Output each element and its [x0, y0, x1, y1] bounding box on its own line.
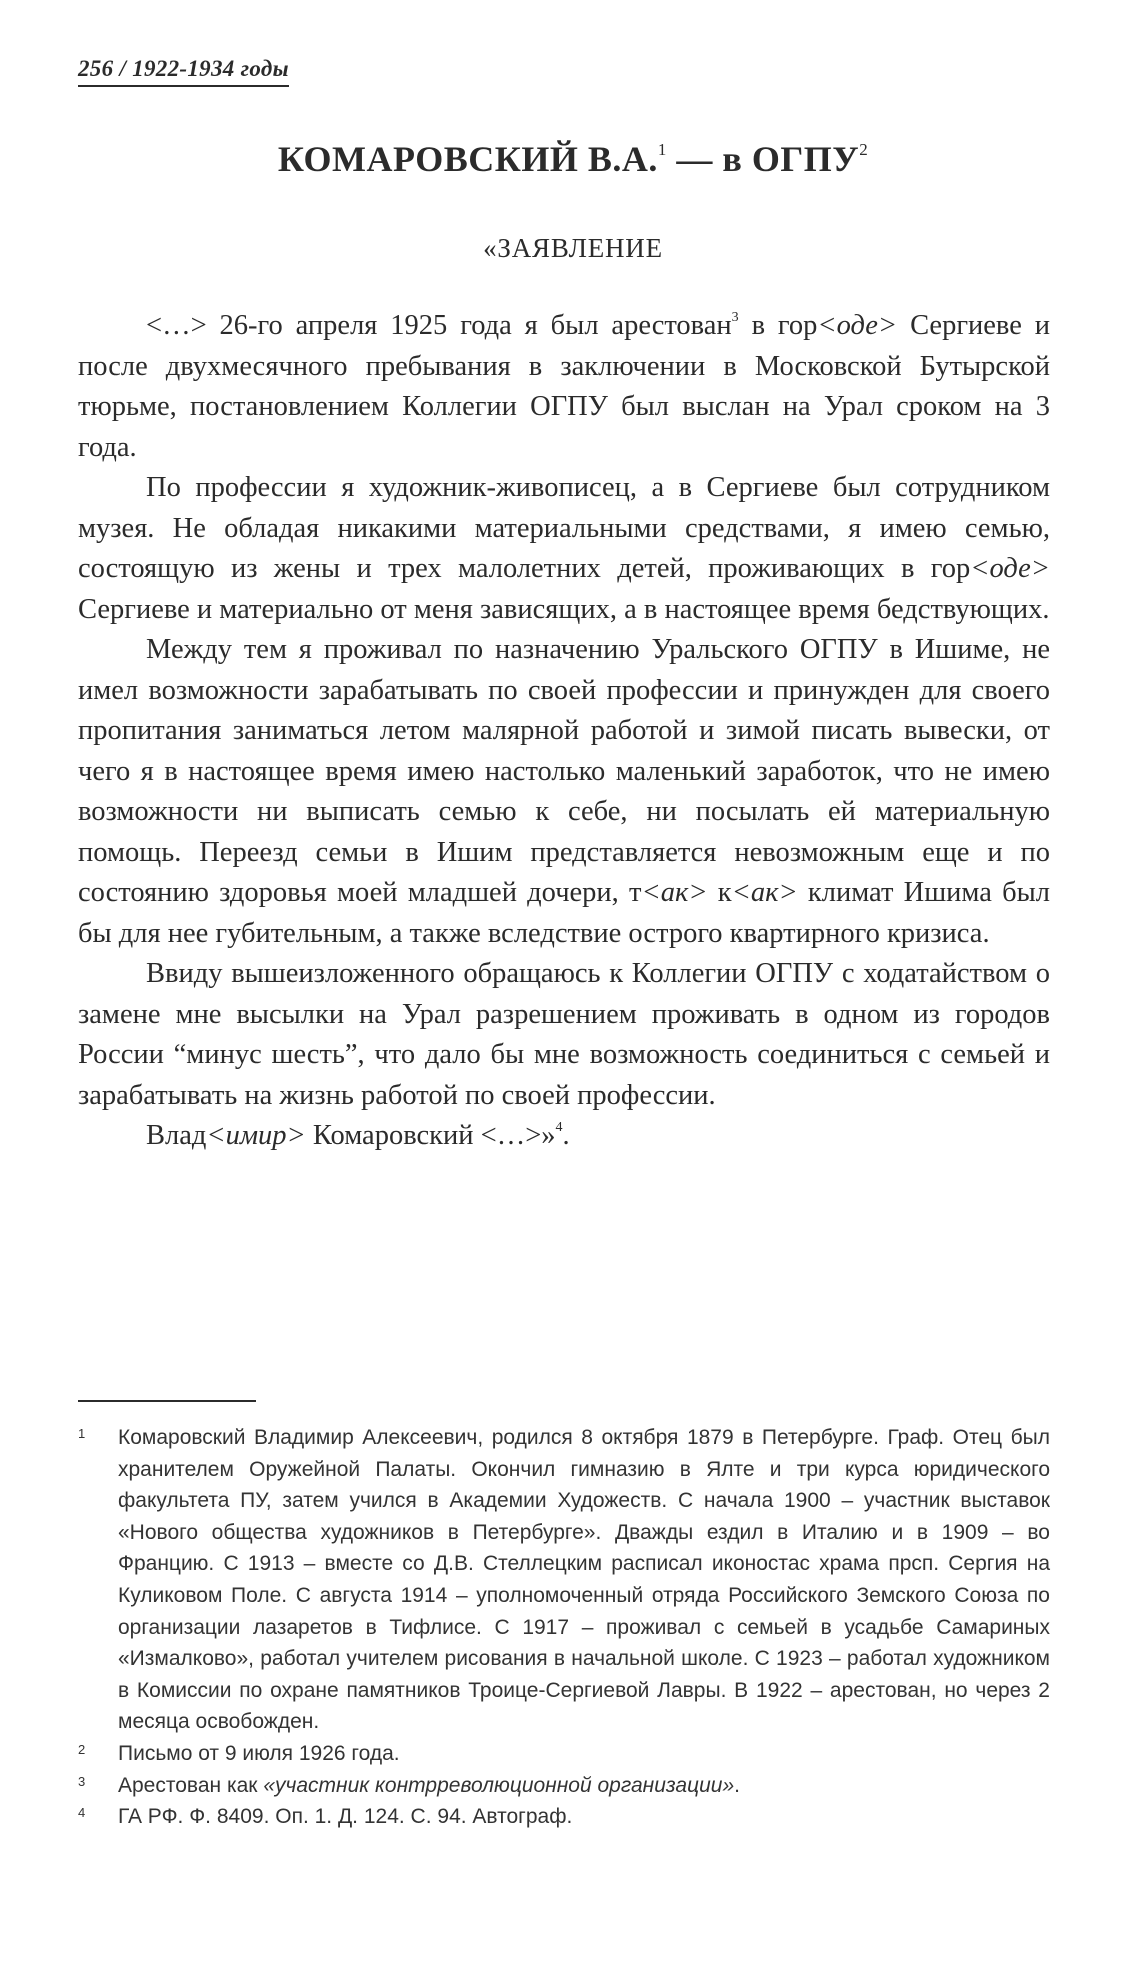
footnote-text: Комаровский Владимир Алексеевич, родился 8 октября 1879 в Петербурге. Граф. Отец был хранителем Оружейной Палаты. Окончил гимназию в Ялте и три курса юридического факультета ПУ, затем учился в Академии Художеств. С начала 1900 – участник выставок «Нового общества художников в Петербурге». Дважды ездил в Италию и в 1909 – во Францию. С 1913 – вместе со Д.В. Стеллецким расписал иконостас храма прсп. Сергия на Куликовом Поле. С августа 1914 – уполномоченный отряда Российского Земского Союза по организации лазаретов в Тифлисе. С 1917 – проживал с семьей в усадьбе Самариных «Измалково», работал учителем рисования в начальной школе. С 1923 – работал художником в Комиссии по охране памятников Троице-Сергиевой Лавры. В 1922 – арестован, но через 2 месяца освобожден. [118, 1426, 1050, 1734]
footnote-number: 4 [78, 1805, 86, 1821]
footnote-ref-4: 4 [555, 1120, 563, 1135]
footnote-number: 3 [78, 1773, 86, 1789]
footnote-divider [78, 1400, 256, 1402]
running-head: 256 / 1922-1934 годы [78, 56, 289, 87]
title-name: КОМАРОВСКИЙ В.А. [277, 139, 658, 179]
footnote-2 [78, 1738, 1050, 1770]
text-run: Сергиеве и после двухмесячного пребывания в заключении в Московской Бутырской тюрьме, постановлением Коллегии ОГПУ был выслан на Урал сроком на 3 года. [78, 310, 1051, 463]
editorial-insert: <оде> [970, 553, 1050, 584]
paragraph-1 [78, 306, 1050, 468]
text-run: к [707, 877, 732, 908]
footnote-text: Арестован как [118, 1773, 264, 1797]
text-run: . [562, 1120, 570, 1151]
footnote-tail: . [734, 1773, 740, 1797]
paragraph-5-signature [78, 1116, 1050, 1157]
text-run: климат Ишима был бы для нее губительным, а также вследствие острого квартирного кризиса. [78, 877, 1051, 949]
footnote-text: Письмо от 9 июля 1926 года. [118, 1741, 400, 1765]
footnote-quote: «участник контрреволюционной организации» [263, 1773, 735, 1797]
paragraph-2 [78, 468, 1050, 630]
paragraph-3 [78, 630, 1050, 954]
editorial-insert: <ак> [731, 877, 798, 908]
title-footnote-ref-1: 1 [657, 140, 667, 159]
paragraph-4 [78, 954, 1050, 1116]
text-run: Между тем я проживал по назначению Уральского ОГПУ в Ишиме, не имел возможности зарабатывать по своей профессии и принужден для своего пропитания заниматься летом малярной работой и зимой писать вывески, от чего я в настоящее время имею настолько маленький заработок, что не имею возможности ни выписать семью к себе, ни посылать ей материальную помощь. Переезд семьи в Ишим представляется невозможным еще и по состоянию здоровья моей младшей дочери, т [78, 634, 1050, 908]
footnote-text: ГА РФ. Ф. 8409. Оп. 1. Д. 124. С. 94. Автограф. [118, 1805, 573, 1829]
text-run: Влад [146, 1120, 207, 1151]
letter-body [78, 306, 1050, 1157]
footnotes [78, 1422, 1050, 1833]
title-recipient: — в ОГПУ [666, 139, 860, 179]
footnote-4 [78, 1801, 1050, 1833]
document-subtitle: «ЗАЯВЛЕНИЕ [483, 233, 663, 263]
footnote-1 [78, 1422, 1050, 1738]
footnote-number: 2 [78, 1741, 86, 1757]
footnote-3 [78, 1770, 1050, 1802]
text-run: По профессии я художник-живописец, а в Сергиеве был сотрудником музея. Не обладая никакими материальными средствами, я имею семью, состоящую из жены и трех малолетних детей, проживающих в гор [78, 472, 1050, 584]
text-run: Комаровский <…>» [305, 1120, 556, 1151]
text-run: в гор [738, 310, 818, 341]
footnote-number: 1 [78, 1426, 86, 1441]
text-run: Сергиеве и материально от меня зависящих, а в настоящее время бедствующих. [78, 593, 1050, 625]
document-title [0, 138, 1146, 180]
text-run: <…> 26-го апреля 1925 года я был арестован [146, 310, 732, 341]
editorial-insert: <имир> [206, 1120, 306, 1151]
editorial-insert: <ак> [641, 877, 708, 908]
text-run: Ввиду вышеизложенного обращаюсь к Коллегии ОГПУ с ходатайством о замене мне высылки на Урал разрешением проживать в одном из городов России “минус шесть”, что дало бы мне возможность соединиться с семьей и зарабатывать на жизнь работой по своей профессии. [78, 958, 1050, 1111]
footnote-ref-3: 3 [731, 310, 739, 325]
editorial-insert: <оде> [817, 310, 898, 341]
title-footnote-ref-2: 2 [859, 140, 869, 159]
